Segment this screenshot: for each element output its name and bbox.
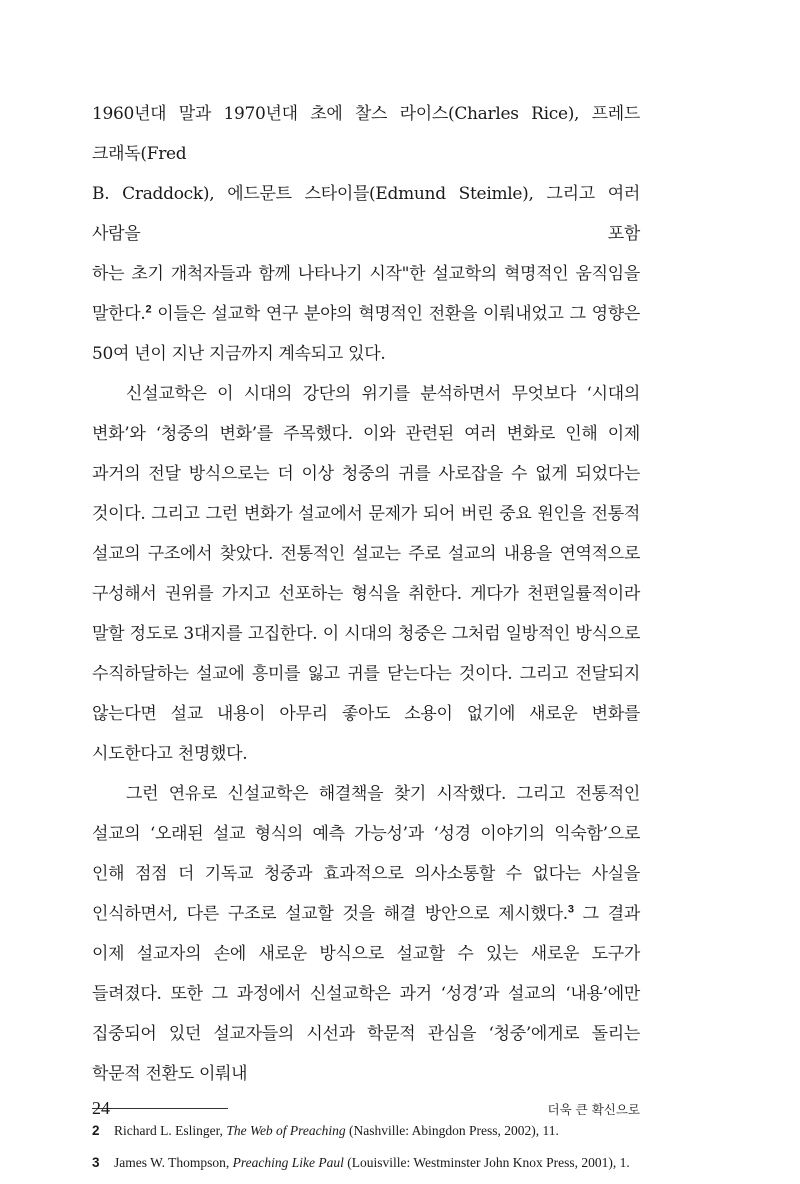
footnote-ref-2[interactable]: 2	[145, 303, 152, 316]
footnotes	[92, 1119, 640, 1175]
footnote-book-title: The Web of Preaching	[226, 1123, 346, 1138]
paragraph-1-line-3: 하는 초기 개척자들과 함께 나타나기 시작"한 설교학의 혁명적인 움직임을	[92, 264, 640, 284]
paragraph-3	[92, 774, 640, 1094]
page-footer	[92, 1098, 640, 1119]
paragraph-1-line-5: 50여 년이 지난 지금까지 계속되고 있다.	[92, 344, 386, 364]
footnote-publication: (Louisville: Westminster John Knox Press, 2001), 1.	[343, 1155, 630, 1170]
paragraph-1-line-1: 1960년대 말과 1970년대 초에 찰스 라이스(Charles Rice), 프레드 크래독(Fred	[92, 104, 640, 164]
page-number: 24	[92, 1098, 110, 1118]
footnote-3	[92, 1151, 640, 1175]
running-title: 더욱 큰 확신으로	[547, 1102, 640, 1117]
paragraph-1-line-4-end: 이들은 설교학 연구 분야의 혁명적인 전환을 이뤄내었고 그 영향은	[151, 304, 640, 324]
footnote-ref-3[interactable]: 3	[567, 903, 574, 916]
paragraph-1-line-4-start: 말한다.	[92, 304, 146, 324]
footnote-author: James W. Thompson,	[114, 1155, 233, 1170]
paragraph-3-part-1: 그런 연유로 신설교학은 해결책을 찾기 시작했다. 그리고 전통적인 설교의 ‘오래된 설교 형식의 예측 가능성’과 ‘성경 이야기의 익숙함’으로 인해 점점 더 기독교 청중과 효과적으로 의사소통할 수 없다는 사실을 인식하면서, 다른 구조로 설교할 것을 해결 방안으로 제시했다.	[92, 784, 640, 924]
paragraph-1-line-2: B. Craddock), 에드문트 스타이믈(Edmund Steimle), 그리고 여러 사람을 포함	[92, 184, 640, 244]
body-text	[92, 94, 640, 1094]
footnote-text	[114, 1151, 640, 1175]
footnote-author: Richard L. Eslinger,	[114, 1123, 227, 1138]
footnote-number: 3	[92, 1155, 100, 1170]
footnote-book-title: Preaching Like Paul	[232, 1155, 344, 1170]
paragraph-2: 신설교학은 이 시대의 강단의 위기를 분석하면서 무엇보다 ‘시대의 변화’와 ‘청중의 변화’를 주목했다. 이와 관련된 여러 변화로 인해 이제 과거의 전달 방식으로는 더 이상 청중의 귀를 사로잡을 수 없게 되었다는 것이다. 그리고 그런 변화가 설교에서 문제가 되어 버린 중요 원인을 전통적 설교의 구조에서 찾았다. 전통적인 설교는 주로 설교의 내용을 연역적으로 구성해서 권위를 가지고 선포하는 형식을 취한다. 게다가 천편일률적이라 말할 정도로 3대지를 고집한다. 이 시대의 청중은 그처럼 일방적인 방식으로 수직하달하는 설교에 흥미를 잃고 귀를 닫는다는 것이다. 그리고 전달되지 않는다면 설교 내용이 아무리 좋아도 소용이 없기에 새로운 변화를 시도한다고 천명했다.	[92, 384, 640, 764]
footnote-number: 2	[92, 1123, 100, 1138]
footnote-publication: (Nashville: Abingdon Press, 2002), 11.	[345, 1123, 559, 1138]
footnote-2	[92, 1119, 640, 1143]
paragraph-3-part-2: 그 결과 이제 설교자의 손에 새로운 방식으로 설교할 수 있는 새로운 도구가 들려졌다. 또한 그 과정에서 신설교학은 과거 ‘성경’과 설교의 ‘내용’에만 집중되어 있던 설교자들의 시선과 학문적 관심을 ‘청중’에게로 돌리는 학문적 전환도 이뤄내	[92, 904, 640, 1084]
page-content	[92, 94, 640, 1183]
footnote-text	[114, 1119, 640, 1143]
paragraph-1-line-4	[92, 294, 640, 334]
